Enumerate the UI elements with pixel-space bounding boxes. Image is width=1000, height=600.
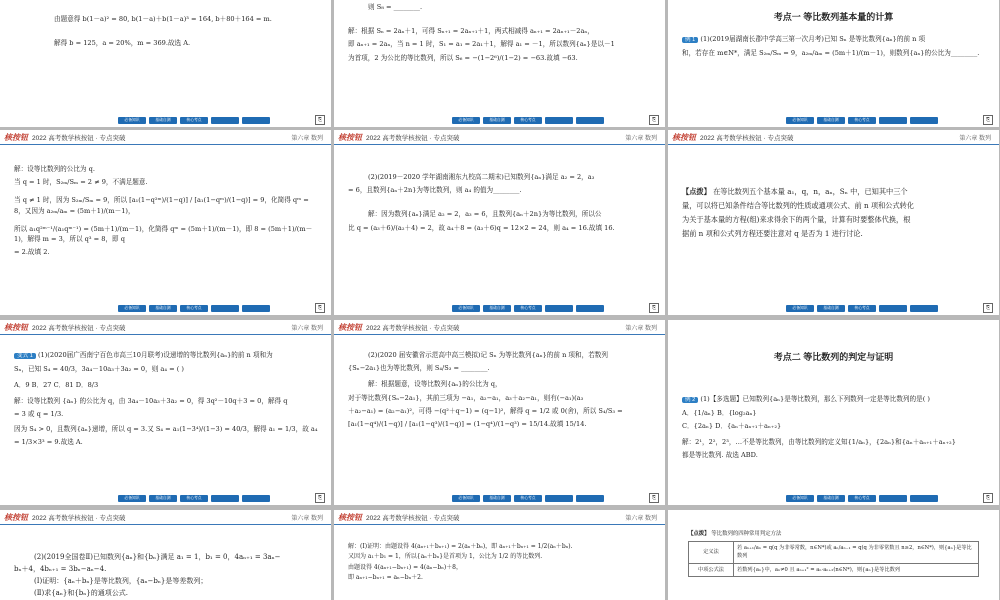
- nav-button[interactable]: 必备知识: [452, 495, 480, 502]
- slide-8: [334, 320, 665, 505]
- chapter-label: 第六章 数列: [625, 326, 657, 332]
- table-cell: 中项公式法: [689, 563, 734, 576]
- text-line: 当 q = 1 时，S₂ₘ/Sₘ = 2 ≠ 9，不满足题意.: [14, 178, 148, 187]
- text-line: 即 aₙ₊₁ = 2aₙ，当 n = 1 时，S₁ = a₁ = 2a₁＋1，解得 a₁ = －1，所以数列{aₙ}是以－1: [348, 40, 615, 49]
- nav-button[interactable]: [576, 305, 604, 312]
- page-icon[interactable]: ⎘: [983, 493, 993, 503]
- text-line: 对于等比数列{Sₙ−2a₁}，其前三项为 −a₁，a₂−a₁，a₃＋a₂−a₁，则有(−a₁)(a₃: [348, 393, 584, 402]
- nav-button[interactable]: 必备知识: [786, 495, 814, 502]
- nav-button[interactable]: [242, 117, 270, 124]
- slide-10: [0, 510, 331, 600]
- chapter-label: 第六章 数列: [625, 516, 657, 522]
- nav-button[interactable]: [242, 305, 270, 312]
- text-line: (Ⅱ)求{aₙ}和{bₙ}的通项公式.: [34, 588, 128, 597]
- text-line: (2)(2019－2020 学年湖南湘东九校高二期末)已知数列{aₙ}满足 a₂ = 2，a₃: [368, 173, 595, 181]
- text-line: 例 2 (1)【多选题】已知数列{aₙ}是等比数列，那么下列数列一定是等比数列的是( ): [682, 394, 989, 405]
- text-line: ＋a₂−a₁) = (a₂−a₁)²，可得 −(q²＋q−1) = (q−1)²，解得 q = 1/2 或 0(舍)，所以 S₄/S₃ =: [348, 406, 623, 415]
- slide-header: [668, 130, 999, 145]
- text-line: 据前 n 项和公式列方程还要注意对 q 是否为 1 进行讨论.: [682, 229, 863, 239]
- nav-button[interactable]: 基础自测: [149, 117, 177, 124]
- text-line: 都是等比数列. 故选 ABD.: [682, 451, 758, 460]
- logo: 核按钮: [338, 322, 362, 332]
- text-line: 因为 S₄ > 0，且数列{aₙ}递增，所以 q = 3.又 S₄ = a₁(1−3⁴)/(1−3) = 40/3，解得 a₁ = 1/3，故 a₄: [14, 424, 318, 433]
- logo: 核按钮: [4, 512, 28, 522]
- nav-button[interactable]: [211, 117, 239, 124]
- nav-button[interactable]: [910, 305, 938, 312]
- nav-button[interactable]: 基础自测: [817, 117, 845, 124]
- chapter-label: 第六章 数列: [291, 326, 323, 332]
- nav-button[interactable]: [211, 305, 239, 312]
- nav-button[interactable]: 必备知识: [452, 117, 480, 124]
- nav-button[interactable]: [545, 495, 573, 502]
- text-line: 解：因为数列{aₙ}满足 a₂ = 2，a₃ = 6，且数列{aₙ＋2n}为等比数列，所以公: [368, 210, 602, 219]
- nav-button[interactable]: 必备知识: [118, 305, 146, 312]
- nav-button[interactable]: 基础自测: [483, 495, 511, 502]
- text-line: 为关于基本量的方程(组)来求得余下的两个量，计算有时要整体代换，根: [682, 215, 911, 225]
- nav-bar: [786, 305, 938, 312]
- example-tag: 变式 1: [14, 353, 36, 359]
- page-icon[interactable]: ⎘: [983, 115, 993, 125]
- nav-bar: [452, 495, 604, 502]
- logo: 核按钮: [338, 132, 362, 142]
- nav-button[interactable]: 基础自测: [483, 305, 511, 312]
- nav-button[interactable]: [576, 117, 604, 124]
- nav-bar: [786, 495, 938, 502]
- slide-4: [0, 130, 331, 315]
- text-line: (2)(2020 届安徽省示范高中高三模拟)记 Sₙ 为等比数列{aₙ}的前 n 项和，若数列: [368, 351, 608, 359]
- text-line: A．9 B．27 C．81 D．8/3: [14, 380, 99, 389]
- slide-5: [334, 130, 665, 315]
- nav-button[interactable]: 必备知识: [786, 117, 814, 124]
- slide-6: [668, 130, 999, 315]
- nav-button[interactable]: 核心考点: [180, 117, 208, 124]
- page-icon[interactable]: ⎘: [649, 115, 659, 125]
- slide-12: [668, 510, 999, 600]
- slide-header: [0, 320, 331, 335]
- nav-button[interactable]: 基础自测: [817, 495, 845, 502]
- text-line: = 1/3×3³ = 9.故选 A.: [14, 437, 83, 446]
- text-line: 解：根据 Sₙ = 2aₙ＋1，可得 Sₙ₊₁ = 2aₙ₊₁＋1，两式相减得 aₙ₊₁ = 2aₙ₊₁－2aₙ，: [348, 27, 594, 36]
- nav-button[interactable]: [879, 117, 907, 124]
- nav-bar: [452, 117, 604, 124]
- nav-button[interactable]: 必备知识: [786, 305, 814, 312]
- logo: 核按钮: [338, 512, 362, 522]
- nav-bar: [786, 117, 938, 124]
- nav-button[interactable]: 基础自测: [817, 305, 845, 312]
- text-line: 解得 b = 125，a = 20%，m = 369.故选 A.: [54, 39, 191, 48]
- page-icon[interactable]: ⎘: [649, 303, 659, 313]
- page-icon[interactable]: ⎘: [315, 303, 325, 313]
- nav-bar: [118, 117, 270, 124]
- nav-button[interactable]: 必备知识: [118, 117, 146, 124]
- table-cell: 若 aₙ₊₁/aₙ = q(q 为非零常数，n∈N*)或 aₙ/aₙ₋₁ = q(q 为非零常数且 n≥2，n∈N*)，则{aₙ}是等比数列: [734, 542, 979, 563]
- page-icon[interactable]: ⎘: [315, 115, 325, 125]
- nav-button[interactable]: [910, 495, 938, 502]
- text-line: 又因为 a₁＋b₁ = 1，所以{aₙ＋bₙ}是首项为 1，公比为 1/2 的等比数列.: [348, 553, 543, 561]
- header-title: 2022 高考数学核按钮 · 专点突破: [32, 324, 126, 332]
- logo: 核按钮: [4, 132, 28, 142]
- nav-button[interactable]: [211, 495, 239, 502]
- text-line: bₙ＋4，4bₙ₊₁ = 3bₙ−aₙ−4.: [14, 564, 107, 573]
- nav-button[interactable]: 核心考点: [514, 495, 542, 502]
- page-icon[interactable]: ⎘: [649, 493, 659, 503]
- text-line: 比 q = (a₃＋6)/(a₂＋4) = 2，故 a₄＋8 = (a₃＋6)q = 12×2 = 24，则 a₄ = 16.故填 16.: [348, 223, 615, 232]
- nav-button[interactable]: [576, 495, 604, 502]
- nav-button[interactable]: 核心考点: [514, 305, 542, 312]
- nav-bar: [452, 305, 604, 312]
- header-title: 2022 高考数学核按钮 · 专点突破: [32, 134, 126, 142]
- table-cell: 定义法: [689, 542, 734, 563]
- text-line: 和，若存在 m∈N*，满足 S₂ₘ/Sₘ = 9，a₂ₘ/aₘ = (5m＋1)/(m－1)，则数列{aₙ}的公比为________.: [682, 48, 980, 57]
- nav-button[interactable]: 必备知识: [452, 305, 480, 312]
- section-heading: 考点二 等比数列的判定与证明: [773, 352, 894, 362]
- text-line: 例 1 (1)(2019届湖南长郡中学高三第一次月考)已知 Sₙ 是等比数列{aₙ}的前 n 项: [682, 34, 989, 45]
- nav-button[interactable]: [242, 495, 270, 502]
- slide-header: [0, 510, 331, 525]
- text-line: 解：设等比数列的公比为 q.: [14, 165, 95, 173]
- example-tag: 例 1: [682, 37, 698, 43]
- tip-label: 【点拨】: [682, 187, 711, 196]
- text-line: Sₙ，已知 S₄ = 40/3，3a₄－10a₃＋3a₂ = 0，则 a₄ = ( ): [14, 364, 184, 373]
- text-line: 变式 1 (1)(2020届广西南宁百色市高三10月联考)设递增的等比数列{aₙ}的前 n 项和为: [14, 350, 321, 361]
- nav-button[interactable]: 基础自测: [149, 305, 177, 312]
- nav-button[interactable]: [879, 305, 907, 312]
- header-title: 2022 高考数学核按钮 · 专点突破: [32, 514, 126, 522]
- chapter-label: 第六章 数列: [959, 136, 991, 142]
- header-title: 2022 高考数学核按钮 · 专点突破: [366, 514, 460, 522]
- text-line: (Ⅰ)证明：{aₙ＋bₙ}是等比数列，{aₙ−bₙ}是等差数列；: [34, 576, 208, 585]
- nav-bar: [118, 305, 270, 312]
- text-line: 【点拨】 在等比数列五个基本量 a₁，q，n，aₙ，Sₙ 中，已知其中三个: [682, 187, 908, 196]
- section-heading: 考点一 等比数列基本量的计算: [773, 12, 894, 22]
- method-table: [688, 541, 979, 576]
- nav-button[interactable]: 核心考点: [848, 495, 876, 502]
- text-line: C．{2aₙ} D．{aₙ＋aₙ₊₁＋aₙ₊₂}: [682, 421, 782, 430]
- nav-button[interactable]: 必备知识: [118, 495, 146, 502]
- text-line: 即 aₙ₊₁−bₙ₊₁ = aₙ−bₙ＋2.: [348, 573, 423, 581]
- slide-11: [334, 510, 665, 600]
- text-line: 解：(Ⅰ)证明：由题设得 4(aₙ₊₁＋bₙ₊₁) = 2(aₙ＋bₙ)，即 aₙ₊₁＋bₙ₊₁ = 1/2(aₙ＋bₙ).: [348, 543, 573, 550]
- slide-1: [0, 0, 331, 127]
- text-line: 解：设等比数列 {aₙ} 的公比为 q，由 3a₄－10a₃＋3a₂ = 0，得 3q²－10q＋3 = 0，解得 q: [14, 397, 288, 406]
- text-line: 为首项，2 为公比的等比数列，所以 S₆ = −(1−2⁶)/(1−2) = −63.故填 −63.: [348, 53, 578, 62]
- text-line: 则 S₈ = ________.: [368, 3, 423, 11]
- text-line: 所以 a₁q²ᵐ⁻¹/(a₁qᵐ⁻¹) = (5m＋1)/(m－1)，化简得 qᵐ = (5m＋1)/(m－1)，即 8 = (5m＋1)/(m－1)，解得 m = 3，所以 q³ = 8，即 q: [14, 224, 313, 244]
- nav-button[interactable]: 核心考点: [848, 305, 876, 312]
- slide-header: [334, 510, 665, 525]
- slide-header: [334, 130, 665, 145]
- text-line: {Sₙ−2a₁}也为等比数列，则 S₄/S₃ = ________.: [348, 364, 490, 373]
- slide-9: [668, 320, 999, 505]
- text-line: (2)(2019全国卷Ⅱ)已知数列{aₙ}和{bₙ}满足 a₁ = 1，b₁ = 0，4aₙ₊₁ = 3aₙ−: [34, 553, 281, 561]
- header-title: 2022 高考数学核按钮 · 专点突破: [366, 134, 460, 142]
- table-row: [689, 563, 979, 576]
- chapter-label: 第六章 数列: [291, 516, 323, 522]
- table-title: 等比数列的四种常用判定方法: [711, 531, 782, 537]
- page-icon[interactable]: ⎘: [315, 493, 325, 503]
- text-line: 解：2¹，2²，2³，…不是等比数列，由等比数列的定义知{1/aₙ}，{2aₙ}和{aₙ＋aₙ₊₁＋aₙ₊₂}: [682, 438, 956, 447]
- text-line: = 6，且数列{aₙ＋2n}为等比数列，则 a₄ 的值为________.: [348, 186, 522, 195]
- slide-7: [0, 320, 331, 505]
- text-line: A．{1/aₙ} B．{log₂aₙ}: [682, 408, 757, 417]
- text-line: 当 q ≠ 1 时，因为 S₂ₘ/Sₘ = 9，所以 [a₁(1−q²ᵐ)/(1−q)] / [a₁(1−qᵐ)/(1−q)] = 9，化简得 qᵐ = 8，又因为 a₂ₘ/aₘ = (5m＋1)/(m－1)，: [14, 196, 309, 215]
- chapter-label: 第六章 数列: [291, 136, 323, 142]
- nav-button[interactable]: [910, 117, 938, 124]
- text-line: 量，可以将已知条件结合等比数列的性质或通项公式、前 n 项和公式转化: [682, 201, 915, 211]
- text-line: = 2.故填 2.: [14, 248, 50, 257]
- text-line: = 3 或 q = 1/3.: [14, 410, 64, 419]
- header-title: 2022 高考数学核按钮 · 专点突破: [700, 134, 794, 142]
- slide-header: [0, 130, 331, 145]
- nav-button[interactable]: 核心考点: [514, 117, 542, 124]
- nav-button[interactable]: 基础自测: [483, 117, 511, 124]
- nav-button[interactable]: 核心考点: [180, 305, 208, 312]
- slide-3: [668, 0, 999, 127]
- text-line: 由题意得 b(1－a)² = 80, b(1－a)＋b(1－a)³ = 164, b＋80＋164 = m.: [54, 15, 272, 23]
- text-line: 解：根据题意，设等比数列{aₙ}的公比为 q，: [368, 380, 502, 389]
- header-title: 2022 高考数学核按钮 · 专点突破: [366, 324, 460, 332]
- text-line: [688, 530, 979, 538]
- page-icon[interactable]: ⎘: [983, 303, 993, 313]
- text-line: 由题设得 4(aₙ₊₁−bₙ₊₁) = 4(aₙ−bₙ)＋8，: [348, 563, 462, 571]
- table-row: [689, 542, 979, 563]
- logo: 核按钮: [4, 322, 28, 332]
- table-cell: 若数列{aₙ}中，aₙ≠0 且 aₙ₊₁² = aₙ·aₙ₊₂(n∈N*)，则{aₙ}是等比数列: [734, 563, 979, 576]
- tip-label: 【点拨】: [688, 531, 710, 537]
- example-tag: 例 2: [682, 397, 698, 403]
- nav-button[interactable]: [545, 305, 573, 312]
- nav-button[interactable]: [545, 117, 573, 124]
- chapter-label: 第六章 数列: [625, 136, 657, 142]
- nav-button[interactable]: 核心考点: [848, 117, 876, 124]
- logo: 核按钮: [672, 132, 696, 142]
- nav-bar: [118, 495, 270, 502]
- nav-button[interactable]: [879, 495, 907, 502]
- slide-header: [334, 320, 665, 335]
- slide-2: [334, 0, 665, 127]
- text-line: [a₁(1−q⁴)/(1−q)] / [a₁(1−q³)/(1−q)] = (1−q⁴)/(1−q³) = 15/14.故填 15/14.: [348, 420, 587, 429]
- nav-button[interactable]: 核心考点: [180, 495, 208, 502]
- nav-button[interactable]: 基础自测: [149, 495, 177, 502]
